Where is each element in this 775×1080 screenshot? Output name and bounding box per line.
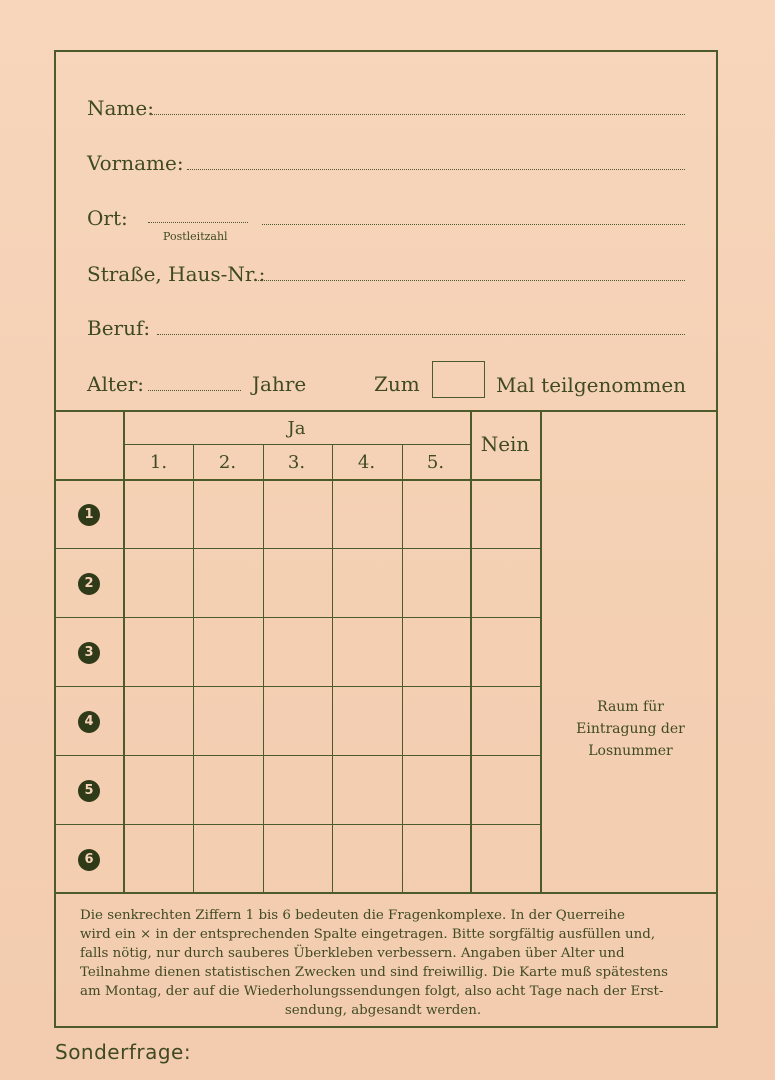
mal-teilgenommen-label: Mal teilgenommen xyxy=(496,373,687,397)
sonderfrage-label: Sonderfrage: xyxy=(55,1040,192,1064)
column-header-4: 4. xyxy=(357,452,376,473)
row-divider xyxy=(55,548,540,549)
beruf-label: Beruf: xyxy=(87,316,151,340)
raum-line: Raum für xyxy=(597,699,664,715)
strasse-field[interactable] xyxy=(255,280,685,281)
strasse-label: Straße, Haus-Nr.: xyxy=(87,262,266,286)
instructions-line: wird ein × in der entsprechenden Spalte eingetragen. Bitte sorgfältig ausfüllen und, xyxy=(80,927,656,942)
beruf-field[interactable] xyxy=(157,334,685,335)
ja-header: Ja xyxy=(287,418,306,439)
table-nein-divider xyxy=(470,410,472,892)
teilnahme-count-box[interactable] xyxy=(432,361,485,398)
instructions-line: Teilnahme dienen statistischen Zwecken und sind freiwillig. Die Karte muß spätestens xyxy=(80,965,669,980)
table-raum-divider xyxy=(540,410,542,892)
row-number-2: 2 xyxy=(78,573,100,595)
ja-header-underline xyxy=(123,444,470,445)
row-number-5: 5 xyxy=(78,780,100,802)
row-number-1: 1 xyxy=(78,504,100,526)
postleitzahl-field[interactable] xyxy=(148,222,248,223)
row-divider xyxy=(55,686,540,687)
row-divider xyxy=(55,755,540,756)
ort-field[interactable] xyxy=(262,224,685,225)
header-row-divider xyxy=(55,479,540,481)
raum-line: Losnummer xyxy=(588,743,673,759)
alter-field[interactable] xyxy=(148,390,241,391)
row-divider xyxy=(55,824,540,825)
name-label: Name: xyxy=(87,96,154,120)
table-bottom-border xyxy=(55,892,717,894)
table-top-border xyxy=(55,410,717,412)
alter-label: Alter: xyxy=(87,372,145,396)
zum-label: Zum xyxy=(374,372,420,396)
row-number-3: 3 xyxy=(78,642,100,664)
row-divider xyxy=(55,617,540,618)
instructions-text xyxy=(80,906,686,1020)
table-row-label-divider xyxy=(123,410,125,892)
instructions-line: am Montag, der auf die Wiederholungssendungen folgt, also acht Tage nach der Erst- xyxy=(80,984,664,999)
card-frame xyxy=(54,50,718,1028)
row-number-6: 6 xyxy=(78,849,100,871)
raum-line: Eintragung der xyxy=(576,721,685,737)
vorname-field[interactable] xyxy=(187,169,685,170)
name-field[interactable] xyxy=(150,114,685,115)
nein-header: Nein xyxy=(480,432,530,456)
column-header-2: 2. xyxy=(218,452,237,473)
column-header-5: 5. xyxy=(426,452,445,473)
jahre-label: Jahre xyxy=(252,372,307,396)
column-header-1: 1. xyxy=(149,452,168,473)
row-number-4: 4 xyxy=(78,711,100,733)
instructions-line: falls nötig, nur durch sauberes Überkleben verbessern. Angaben über Alter und xyxy=(80,946,625,961)
postleitzahl-caption: Postleitzahl xyxy=(163,230,228,243)
column-header-3: 3. xyxy=(287,452,306,473)
losnummer-area xyxy=(543,696,718,762)
ort-label: Ort: xyxy=(87,206,128,230)
vorname-label: Vorname: xyxy=(87,151,184,175)
instructions-line: sendung, abgesandt werden. xyxy=(284,1003,482,1018)
instructions-line: Die senkrechten Ziffern 1 bis 6 bedeuten die Fragenkomplexe. In der Querreihe xyxy=(80,908,625,923)
